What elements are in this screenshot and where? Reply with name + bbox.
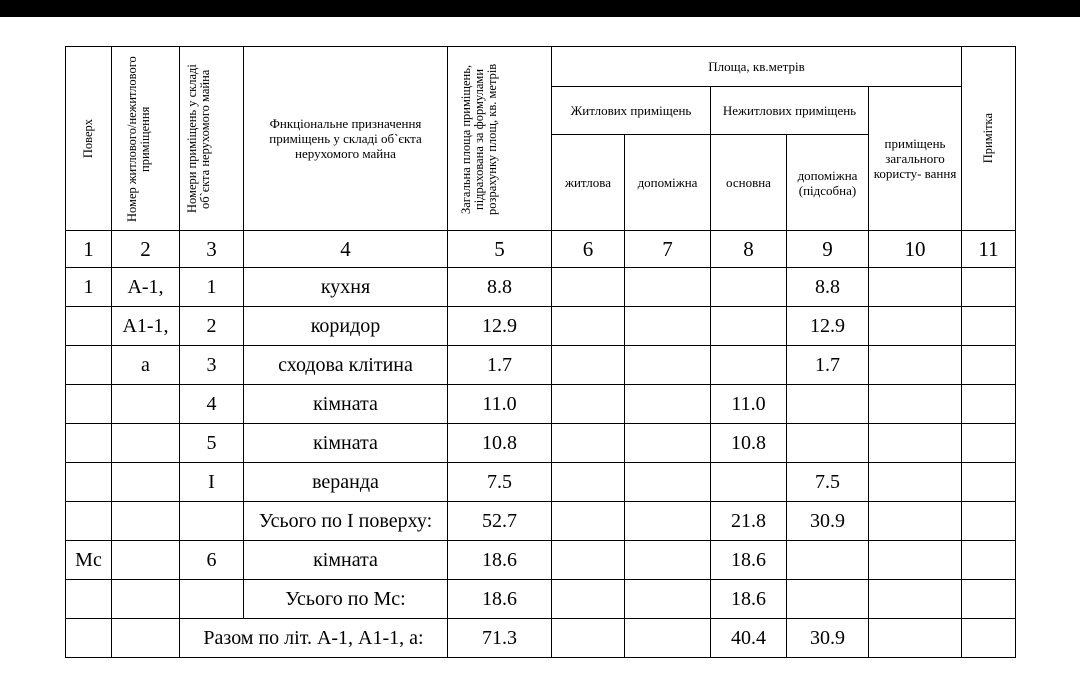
header-note-text: Примітка (981, 113, 996, 164)
cell-purpose: кімната (244, 424, 448, 463)
header-living-group: Житлових приміщень (552, 87, 711, 135)
header-nonliving-main: основна (711, 135, 787, 231)
col-num: 6 (552, 231, 625, 268)
cell-living-main (552, 307, 625, 346)
cell-floor (66, 502, 112, 541)
cell-floor (66, 307, 112, 346)
subtotal-row-floor-1 (66, 502, 1016, 541)
cell-note (962, 502, 1016, 541)
cell-living-aux (625, 424, 711, 463)
cell-total: 11.0 (448, 385, 552, 424)
cell-purpose: Усього по І поверху: (244, 502, 448, 541)
cell-living-main (552, 463, 625, 502)
cell-common-use (869, 346, 962, 385)
cell-living-main (552, 385, 625, 424)
cell-living-aux (625, 385, 711, 424)
cell-total: 1.7 (448, 346, 552, 385)
col-num: 7 (625, 231, 711, 268)
cell-note (962, 580, 1016, 619)
table-row (66, 307, 1016, 346)
cell-unit (112, 541, 180, 580)
cell-purpose: кухня (244, 268, 448, 307)
grand-total-label: Разом по літ. А-1, А1-1, а: (180, 619, 448, 658)
header-room-numbers (180, 47, 244, 231)
cell-living-aux (625, 580, 711, 619)
cell-nonliving-aux: 30.9 (787, 619, 869, 658)
cell-total: 8.8 (448, 268, 552, 307)
cell-purpose: Усього по Мс: (244, 580, 448, 619)
cell-note (962, 463, 1016, 502)
top-black-bar (0, 0, 1080, 17)
cell-unit (112, 424, 180, 463)
cell-living-aux (625, 541, 711, 580)
cell-nonliving-aux (787, 541, 869, 580)
cell-purpose: сходова клітина (244, 346, 448, 385)
cell-nonliving-main (711, 268, 787, 307)
cell-common-use (869, 463, 962, 502)
cell-room: 3 (180, 346, 244, 385)
header-total-area-text: Загальна площа приміщень, підрахована за формулами розрахунку площ, кв. метрів (458, 62, 499, 215)
cell-total: 18.6 (448, 541, 552, 580)
cell-purpose: коридор (244, 307, 448, 346)
table-row (66, 346, 1016, 385)
header-nonliving-aux: допоміжна (підсобна) (787, 135, 869, 231)
cell-nonliving-main: 11.0 (711, 385, 787, 424)
cell-living-main (552, 580, 625, 619)
col-num: 9 (787, 231, 869, 268)
cell-note (962, 307, 1016, 346)
col-num: 2 (112, 231, 180, 268)
cell-nonliving-aux (787, 385, 869, 424)
cell-purpose: кімната (244, 385, 448, 424)
cell-living-main (552, 346, 625, 385)
cell-unit (112, 385, 180, 424)
cell-total: 52.7 (448, 502, 552, 541)
cell-room: 1 (180, 268, 244, 307)
cell-nonliving-aux: 7.5 (787, 463, 869, 502)
cell-nonliving-main (711, 307, 787, 346)
cell-floor (66, 463, 112, 502)
cell-room (180, 580, 244, 619)
cell-living-main (552, 268, 625, 307)
cell-note (962, 346, 1016, 385)
cell-note (962, 541, 1016, 580)
cell-living-aux (625, 346, 711, 385)
grand-total-row (66, 619, 1016, 658)
cell-unit (112, 580, 180, 619)
col-num: 10 (869, 231, 962, 268)
cell-purpose: веранда (244, 463, 448, 502)
header-floor-text: Поверх (81, 118, 95, 159)
cell-total: 7.5 (448, 463, 552, 502)
cell-common-use (869, 502, 962, 541)
cell-purpose: кімната (244, 541, 448, 580)
cell-nonliving-aux: 30.9 (787, 502, 869, 541)
col-num: 3 (180, 231, 244, 268)
header-note (962, 47, 1016, 231)
header-purpose: Фнкціональне призначення приміщень у складі об`єкта нерухомого майна (244, 47, 448, 231)
cell-common-use (869, 268, 962, 307)
cell-living-main (552, 541, 625, 580)
header-floor (66, 47, 112, 231)
col-num: 4 (244, 231, 448, 268)
table-row (66, 463, 1016, 502)
cell-nonliving-aux: 1.7 (787, 346, 869, 385)
cell-unit: а (112, 346, 180, 385)
cell-living-aux (625, 502, 711, 541)
cell-nonliving-aux (787, 424, 869, 463)
cell-living-aux (625, 307, 711, 346)
header-living-aux: допоміжна (625, 135, 711, 231)
area-explication-table-container (65, 46, 1015, 658)
cell-common-use (869, 385, 962, 424)
cell-note (962, 385, 1016, 424)
header-total-area (448, 47, 552, 231)
header-common-use: приміщень загального користу- вання (869, 87, 962, 231)
cell-nonliving-main: 10.8 (711, 424, 787, 463)
col-num: 1 (66, 231, 112, 268)
cell-living-main (552, 619, 625, 658)
cell-floor (66, 619, 112, 658)
col-num: 5 (448, 231, 552, 268)
header-unit-number (112, 47, 180, 231)
cell-room: І (180, 463, 244, 502)
cell-nonliving-main: 21.8 (711, 502, 787, 541)
cell-living-main (552, 502, 625, 541)
cell-nonliving-aux: 8.8 (787, 268, 869, 307)
table-row (66, 424, 1016, 463)
header-area-group: Площа, кв.метрів (552, 47, 962, 87)
column-number-row (66, 231, 1016, 268)
cell-note (962, 424, 1016, 463)
cell-room (180, 502, 244, 541)
cell-total: 12.9 (448, 307, 552, 346)
cell-total: 71.3 (448, 619, 552, 658)
cell-nonliving-main: 18.6 (711, 580, 787, 619)
cell-floor: Мс (66, 541, 112, 580)
subtotal-row-attic (66, 580, 1016, 619)
table-row (66, 268, 1016, 307)
table-row (66, 541, 1016, 580)
cell-room: 4 (180, 385, 244, 424)
cell-floor (66, 424, 112, 463)
cell-room: 6 (180, 541, 244, 580)
cell-living-main (552, 424, 625, 463)
cell-nonliving-aux: 12.9 (787, 307, 869, 346)
area-explication-table (65, 46, 1016, 658)
cell-unit (112, 502, 180, 541)
cell-total: 10.8 (448, 424, 552, 463)
cell-living-aux (625, 463, 711, 502)
table-row (66, 385, 1016, 424)
cell-floor (66, 346, 112, 385)
cell-nonliving-main: 40.4 (711, 619, 787, 658)
cell-note (962, 268, 1016, 307)
cell-floor: 1 (66, 268, 112, 307)
col-num: 11 (962, 231, 1016, 268)
header-nonliving-group: Нежитлових приміщень (711, 87, 869, 135)
cell-unit: А-1, (112, 268, 180, 307)
cell-unit (112, 463, 180, 502)
cell-living-aux (625, 619, 711, 658)
cell-note (962, 619, 1016, 658)
cell-nonliving-main (711, 346, 787, 385)
cell-nonliving-main: 18.6 (711, 541, 787, 580)
cell-common-use (869, 541, 962, 580)
cell-nonliving-main (711, 463, 787, 502)
cell-room: 2 (180, 307, 244, 346)
cell-room: 5 (180, 424, 244, 463)
cell-unit (112, 619, 180, 658)
cell-floor (66, 580, 112, 619)
cell-nonliving-aux (787, 580, 869, 619)
cell-floor (66, 385, 112, 424)
col-num: 8 (711, 231, 787, 268)
cell-living-aux (625, 268, 711, 307)
header-unit-number-text: Номер житлового/нежитлового приміщення (124, 55, 152, 222)
cell-common-use (869, 307, 962, 346)
header-room-numbers-text: Номери приміщень у складі об`єкта нерухомого майна (184, 64, 212, 213)
cell-common-use (869, 619, 962, 658)
cell-common-use (869, 424, 962, 463)
cell-unit: А1-1, (112, 307, 180, 346)
cell-total: 18.6 (448, 580, 552, 619)
header-living-main: житлова (552, 135, 625, 231)
cell-common-use (869, 580, 962, 619)
